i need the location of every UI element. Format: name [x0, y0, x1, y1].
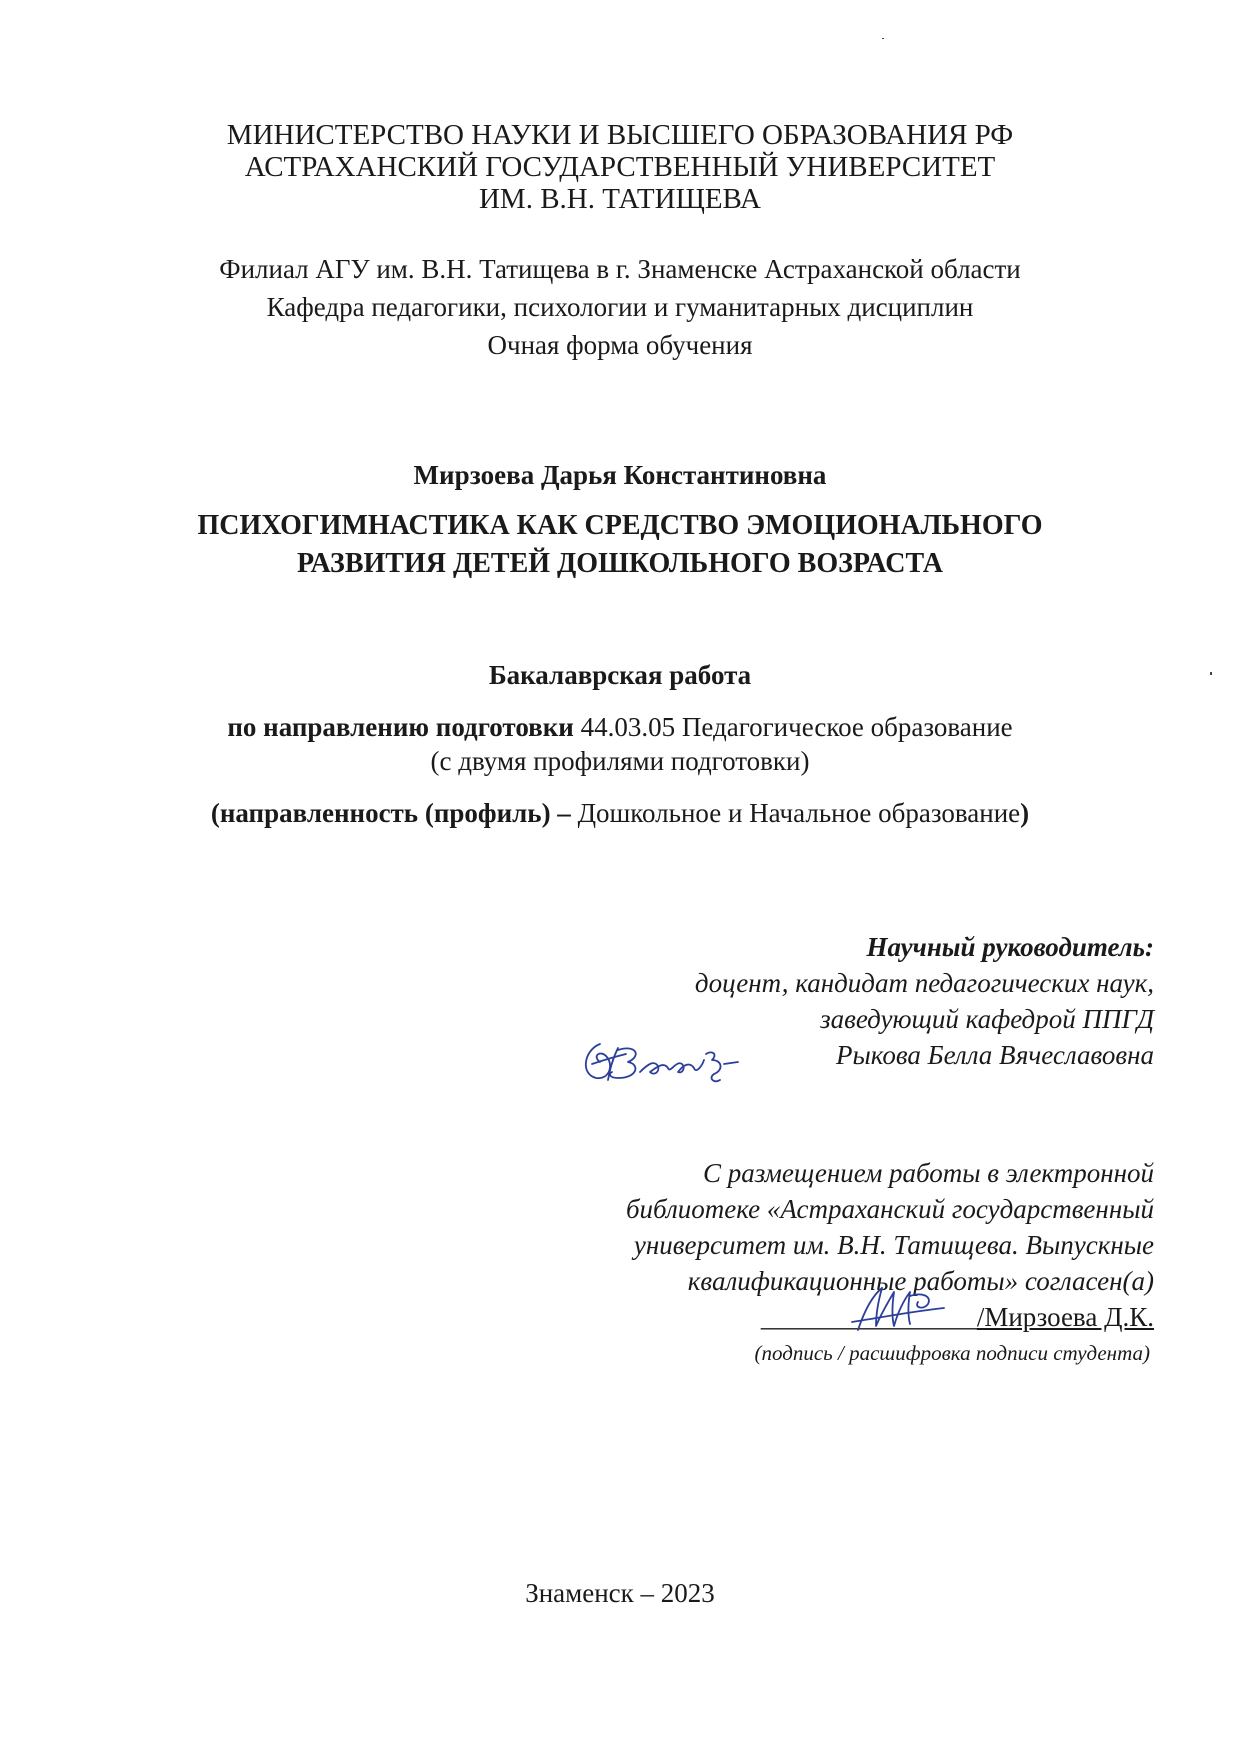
author-name: Мирзоева Дарья Константиновна [413, 460, 827, 490]
signature-blank: ________________ [760, 1302, 977, 1332]
branch-line: Филиал АГУ им. В.Н. Татищева в г. Знаменске Астраханской области [219, 254, 1021, 284]
supervisor-name: Рыкова Белла Вячеславовна [836, 1040, 1154, 1070]
thesis-title-line-2: РАЗВИТИЯ ДЕТЕЙ ДОШКОЛЬНОГО ВОЗРАСТА [297, 548, 943, 579]
direction-value: 44.03.05 Педагогическое образование [580, 712, 1013, 742]
profile-close: ) [1020, 798, 1030, 828]
profile-label: (направленность (профиль) – [210, 798, 571, 828]
supervisor-position-2: заведующий кафедрой ППГД [820, 1004, 1154, 1034]
supervisor-signature [578, 1030, 768, 1090]
university-line: АСТРАХАНСКИЙ ГОСУДАРСТВЕННЫЙ УНИВЕРСИТЕТ [244, 151, 996, 183]
scan-speck [882, 38, 884, 39]
scan-speck [1210, 672, 1212, 675]
study-form-line: Очная форма обучения [487, 330, 753, 360]
signature-caption: (подпись / расшифровка подписи студента) [754, 1341, 1150, 1365]
profile-line [0, 796, 1240, 830]
supervisor-heading: Научный руководитель: [866, 932, 1154, 962]
named-after-line: ИМ. В.Н. ТАТИЩЕВА [478, 183, 761, 215]
direction-line [0, 710, 1240, 744]
student-name: /Мирзоева Д.К. [976, 1302, 1154, 1332]
direction-note: (с двумя профилями подготовки) [430, 746, 810, 776]
direction-label: по направлению подготовки [227, 712, 574, 742]
consent-line-4: квалификационные работы» согласен(а) [687, 1266, 1154, 1296]
student-signature [848, 1282, 958, 1338]
supervisor-position-1: доцент, кандидат педагогических наук, [694, 968, 1154, 998]
profile-value: Дошкольное и Начальное образование [577, 798, 1021, 828]
ministry-line: МИНИСТЕРСТВО НАУКИ И ВЫСШЕГО ОБРАЗОВАНИЯ РФ [226, 119, 1014, 151]
thesis-title-line-1: ПСИХОГИМНАСТИКА КАК СРЕДСТВО ЭМОЦИОНАЛЬНОГО [197, 510, 1043, 541]
consent-line-2: библиотеке «Астраханский государственный [625, 1194, 1154, 1224]
consent-line-3: университет им. В.Н. Татищева. Выпускные [633, 1230, 1154, 1260]
consent-line-1: С размещением работы в электронной [702, 1158, 1154, 1188]
footer-city-year: Знаменск – 2023 [525, 1578, 715, 1608]
work-type: Бакалаврская работа [488, 660, 752, 690]
department-line: Кафедра педагогики, психологии и гуманитарных дисциплин [266, 292, 974, 322]
